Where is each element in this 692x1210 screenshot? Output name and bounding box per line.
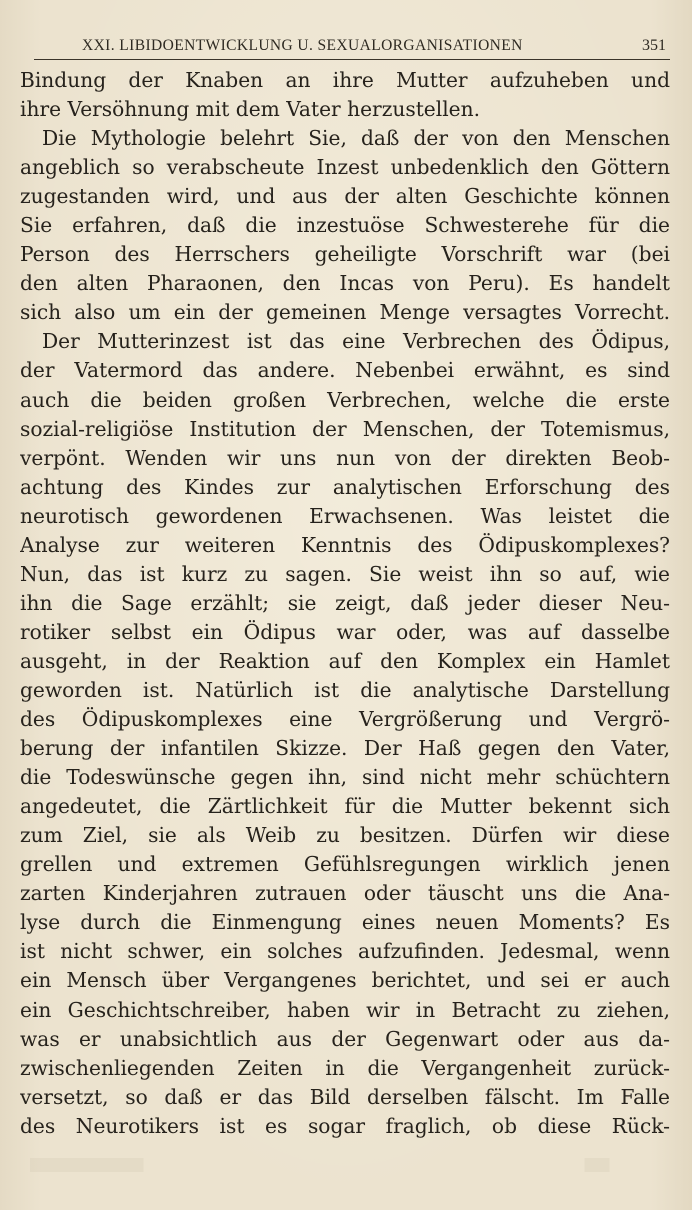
text-line: ein Geschichtschreiber, haben wir in Betracht zu ziehen,: [20, 997, 670, 1022]
text-line: Sie erfahren, daß die inzestuöse Schwesterehe für die: [20, 213, 670, 238]
text-line: Der Mutterinzest ist das eine Verbrechen des Ödipus,: [42, 329, 670, 354]
text-line: achtung des Kindes zur analytischen Erforschung des: [20, 474, 670, 499]
text-line: verpönt. Wenden wir uns nun von der direkten Beob-: [20, 445, 670, 470]
text-line: zwischenliegenden Zeiten in die Vergangenheit zurück-: [20, 1055, 670, 1080]
chapter-title: XXI. LIBIDOENTWICKLUNG U. SEXUALORGANISATIONEN: [82, 37, 523, 54]
text-line: lyse durch die Einmengung eines neuen Moments? Es: [20, 910, 670, 935]
text-line: angedeutet, die Zärtlichkeit für die Mutter bekennt sich: [20, 794, 670, 819]
text-line: der Vatermord das andere. Nebenbei erwähnt, es sind: [20, 358, 670, 383]
text-line: zugestanden wird, und aus der alten Geschichte können: [20, 184, 670, 209]
text-line: sozial-religiöse Institution der Menschen, der Totemismus,: [20, 416, 670, 441]
text-line: Nun, das ist kurz zu sagen. Sie weist ihn so auf, wie: [20, 561, 670, 586]
text-line: Person des Herrschers geheiligte Vorschrift war (bei: [20, 242, 670, 267]
text-line: des Neurotikers ist es sogar fraglich, ob diese Rück-: [20, 1113, 670, 1138]
text-line: versetzt, so daß er das Bild derselben fälscht. Im Falle: [20, 1084, 670, 1109]
text-line: ihn die Sage erzählt; sie zeigt, daß jeder dieser Neu-: [20, 590, 670, 615]
text-line: den alten Pharaonen, den Incas von Peru). Es handelt: [20, 271, 670, 296]
text-line: neurotisch gewordenen Erwachsenen. Was leistet die: [20, 503, 670, 528]
book-page: [20, 0, 672, 1210]
text-line: ist nicht schwer, ein solches aufzufinden. Jedesmal, wenn: [20, 939, 670, 964]
text-line: Die Mythologie belehrt Sie, daß der von den Menschen: [42, 126, 670, 151]
text-line: was er unabsichtlich aus der Gegenwart oder aus da-: [20, 1026, 670, 1051]
text-line: angeblich so verabscheute Inzest unbedenklich den Göttern: [20, 155, 670, 180]
bleed-through-footer: [30, 1158, 660, 1172]
text-line: ausgeht, in der Reaktion auf den Komplex ein Hamlet: [20, 648, 670, 673]
text-line: rotiker selbst ein Ödipus war oder, was auf dasselbe: [20, 619, 670, 644]
text-line: geworden ist. Natürlich ist die analytische Darstellung: [20, 677, 670, 702]
text-line: zarten Kinderjahren zutrauen oder täuscht uns die Ana-: [20, 881, 670, 906]
text-line: des Ödipuskomplexes eine Vergrößerung und Vergrö-: [20, 707, 670, 732]
body-text: [20, 66, 670, 1141]
text-line: zum Ziel, sie als Weib zu besitzen. Dürfen wir diese: [20, 823, 670, 848]
text-line: grellen und extremen Gefühlsregungen wirklich jenen: [20, 852, 670, 877]
text-line: Bindung der Knaben an ihre Mutter aufzuheben und: [20, 68, 670, 92]
text-line: ihre Versöhnung mit dem Vater herzustellen.: [20, 97, 481, 122]
page-number: 351: [642, 37, 666, 54]
text-line: die Todeswünsche gegen ihn, sind nicht mehr schüchtern: [20, 765, 670, 790]
running-header: [34, 34, 670, 60]
text-line: sich also um ein der gemeinen Menge versagtes Vorrecht.: [20, 300, 670, 325]
text-line: Analyse zur weiteren Kenntnis des Ödipuskomplexes?: [20, 532, 670, 557]
text-line: auch die beiden großen Verbrechen, welche die erste: [20, 387, 670, 412]
text-line: berung der infantilen Skizze. Der Haß gegen den Vater,: [20, 736, 670, 761]
text-line: ein Mensch über Vergangenes berichtet, und sei er auch: [20, 968, 670, 993]
